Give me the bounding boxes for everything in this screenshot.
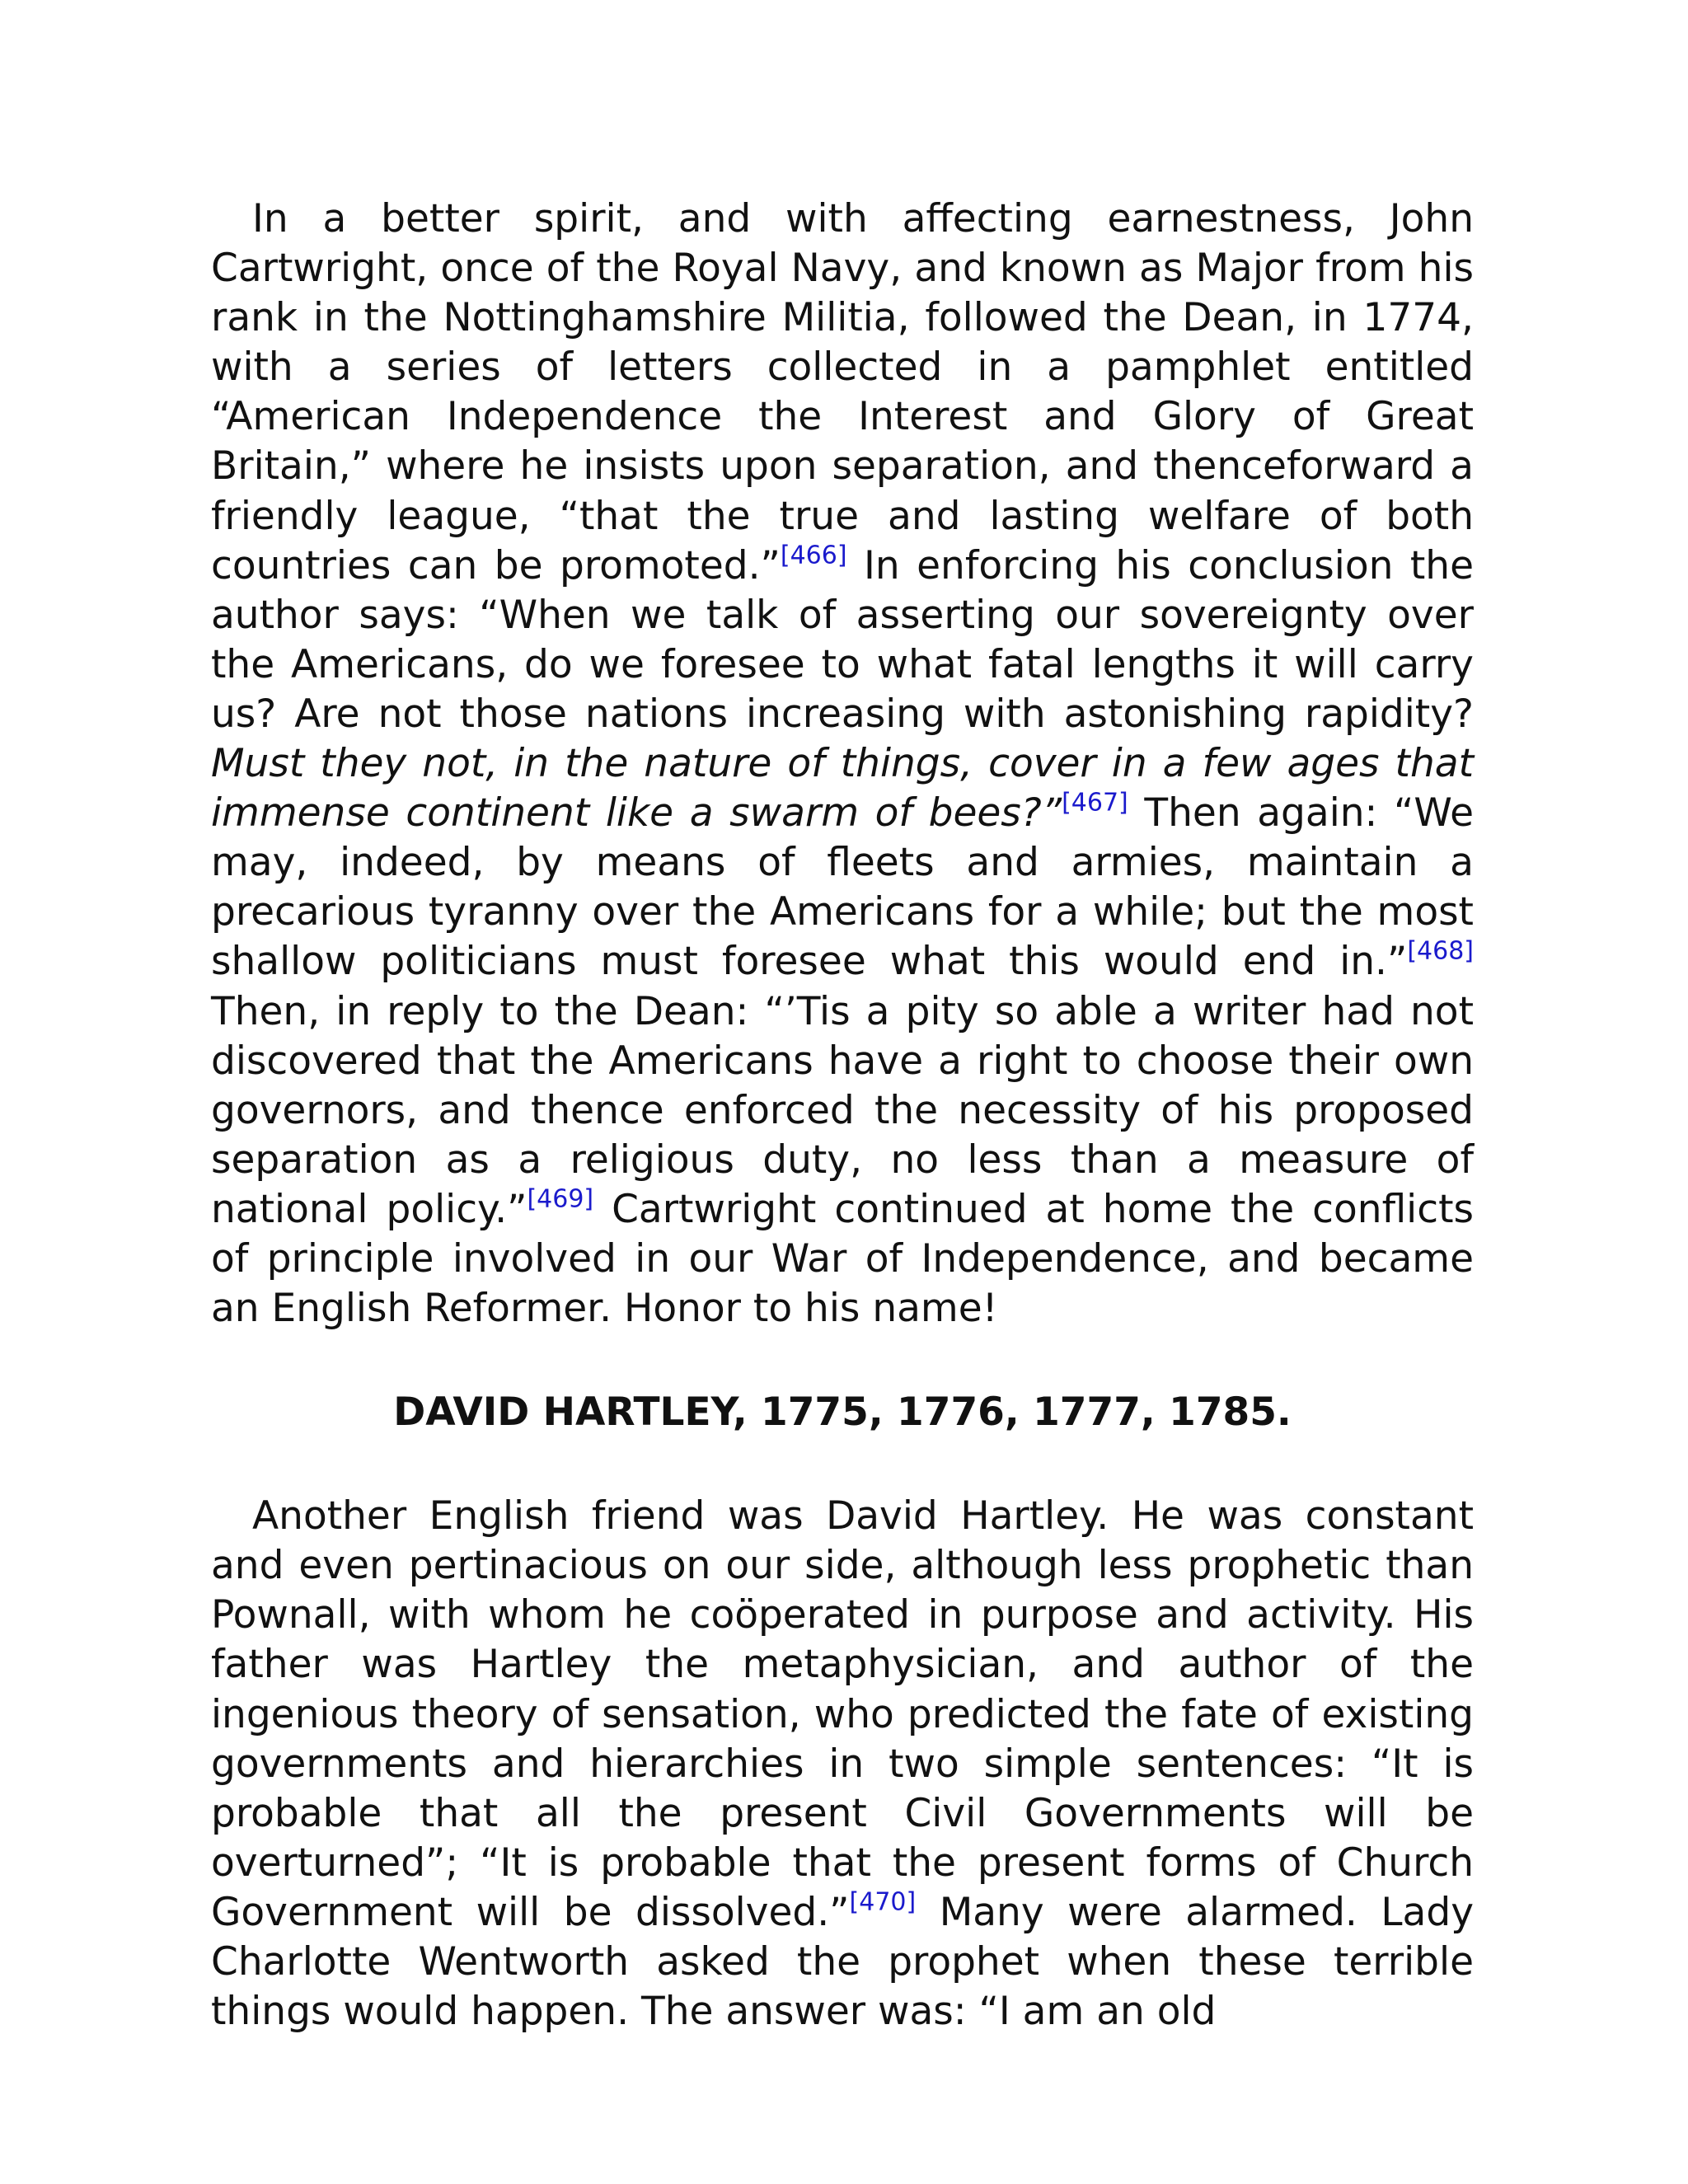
footnote-link-466[interactable]: [466] — [780, 541, 847, 570]
paragraph-text: Then, in reply to the Dean: “’Tis a pity so able a writer had not discovered that the Americans have a right to choose their own governors, and thence enforced the necessity of his proposed separation as a religious duty, no less than a measure of national policy.” — [211, 988, 1474, 1232]
italic-quote-close: ” — [1041, 790, 1062, 837]
paragraph-text: Many were alarmed. Lady Charlotte Wentworth asked the prophet when these terrible things would happen. The answer was: “I am an old — [211, 1889, 1475, 2035]
paragraph-text: Then again: “We may, indeed, by means of fleets and armies, maintain a precarious tyranny over the Americans for a while; but the most shallow politicians must foresee what this would end in.” — [211, 790, 1475, 985]
footnote-link-469[interactable]: [469] — [527, 1184, 594, 1214]
paragraph-text: In enforcing his conclusion the author says: “When we talk of asserting our sovereignty over the Americans, do we foresee to what fatal lengths it will carry us? Are not those nations increasing with astonishing rapidity? — [211, 542, 1474, 737]
paragraph-cartwright — [211, 194, 1474, 1333]
italic-quote: Must they not, in the nature of things, cover in a few ages that immense continent like a swarm of bees? — [211, 741, 1474, 837]
paragraph-text: In a better spirit, and with affecting earnestness, John Cartwright, once of the Royal Navy, and known as Major from his rank in the Nottinghamshire Militia, followed the Dean, in 1774, with a series of letters collected in a pamphlet entitled “American Independence the Interest and Glory of Great Britain,” where he insists upon separation, and thenceforward a friendly league, “that the true and lasting welfare of both countries can be promoted.” — [211, 196, 1474, 588]
paragraph-hartley — [211, 1492, 1474, 2036]
section-heading: DAVID HARTLEY, 1775, 1776, 1777, 1785. — [393, 1390, 1292, 1436]
footnote-link-470[interactable]: [470] — [849, 1887, 917, 1917]
footnote-link-468[interactable]: [468] — [1407, 936, 1474, 966]
paragraph-text: Another English friend was David Hartley. He was constant and even pertinacious on our side, although less prophetic than Pownall, with whom he coöperated in purpose and activity. His father was Hartley the metaphysician, and author of the ingenious theory of sensation, who predicted the fate of existing governments and hierarchies in two simple sentences: “It is probable that all the present Civil Governments will be overturned”; “It is probable that the present forms of Church Government will be dissolved.” — [211, 1493, 1474, 1935]
paragraph-text: Cartwright continued at home the conflicts of principle involved in our War of Independence, and became an English Reformer. Honor to his name! — [211, 1186, 1474, 1332]
footnote-link-467[interactable]: [467] — [1062, 788, 1128, 818]
page-content — [211, 194, 1474, 2036]
